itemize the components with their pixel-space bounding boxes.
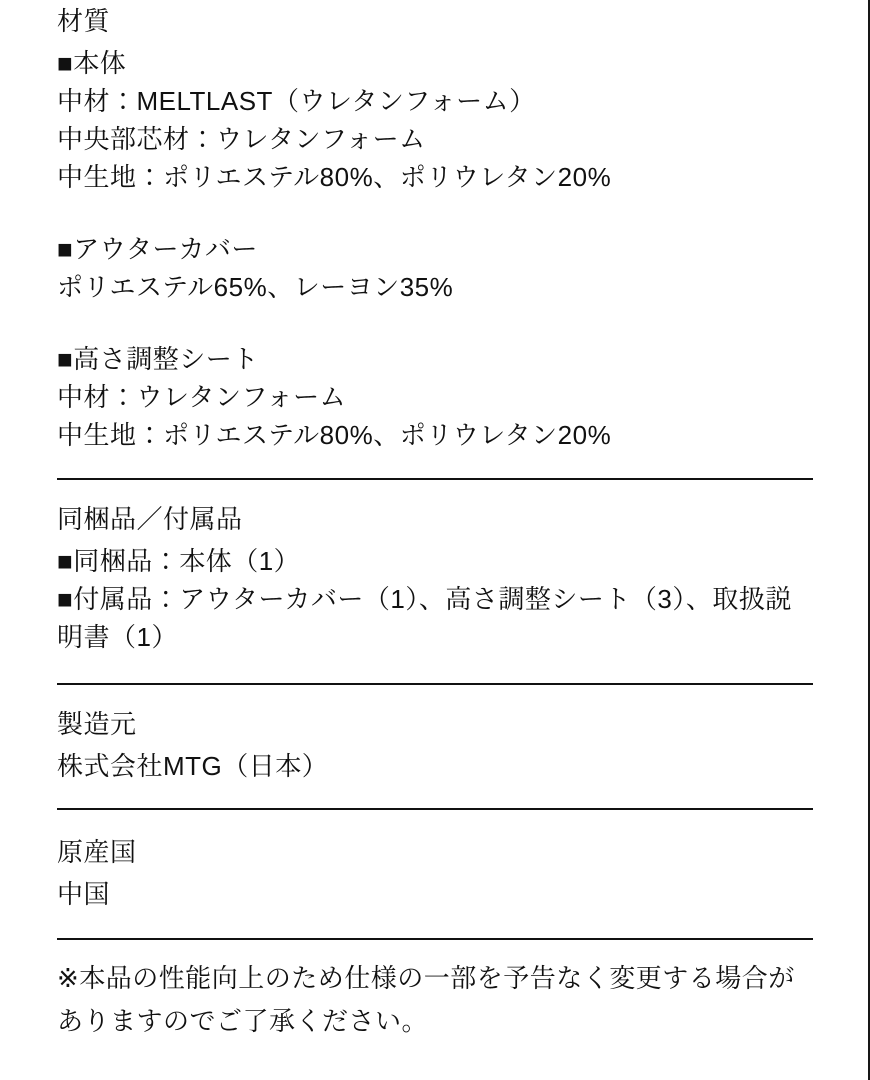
spec-line: ポリエステル65%、レーヨン35%	[57, 272, 454, 302]
spec-line: 株式会社MTG（日本）	[57, 751, 329, 781]
spec-line: ■本体	[57, 48, 127, 78]
spec-group-country	[57, 875, 813, 913]
spec-group-outer-cover	[57, 230, 813, 306]
disclaimer-note: ※本品の性能向上のため仕様の一部を予告なく変更する場合がありますのでご了承ください。	[57, 963, 795, 1036]
spec-row-label: 原産国	[57, 837, 137, 867]
spec-line: 中国	[57, 879, 111, 909]
spec-row-material	[57, 0, 813, 480]
spec-row-label: 材質	[57, 6, 111, 36]
spec-line: ■アウターカバー	[57, 234, 258, 264]
spec-line: 中央部芯材：ウレタンフォーム	[57, 124, 426, 154]
spec-group-height-sheet	[57, 340, 813, 454]
spec-group-manufacturer	[57, 747, 813, 785]
spec-group-body	[57, 44, 813, 196]
spec-row-label: 製造元	[57, 709, 137, 739]
spec-row-label: 同梱品／付属品	[57, 504, 243, 534]
spec-row-included-items	[57, 480, 813, 685]
spec-line: ■同梱品：本体（1）	[57, 546, 301, 576]
spec-line: ■付属品：アウターカバー（1）、高さ調整シート（3）、取扱説明書（1）	[57, 584, 792, 652]
spec-group-included	[57, 542, 813, 656]
spec-row-manufacturer	[57, 685, 813, 810]
spec-line: 中生地：ポリエステル80%、ポリウレタン20%	[57, 162, 612, 192]
spec-line: 中材：MELTLAST（ウレタンフォーム）	[57, 86, 536, 116]
spec-line: 中材：ウレタンフォーム	[57, 382, 347, 412]
spec-line: ■高さ調整シート	[57, 344, 259, 374]
spec-disclaimer-row	[57, 940, 813, 1043]
spec-row-country-of-origin	[57, 810, 813, 940]
spec-line: 中生地：ポリエステル80%、ポリウレタン20%	[57, 420, 612, 450]
